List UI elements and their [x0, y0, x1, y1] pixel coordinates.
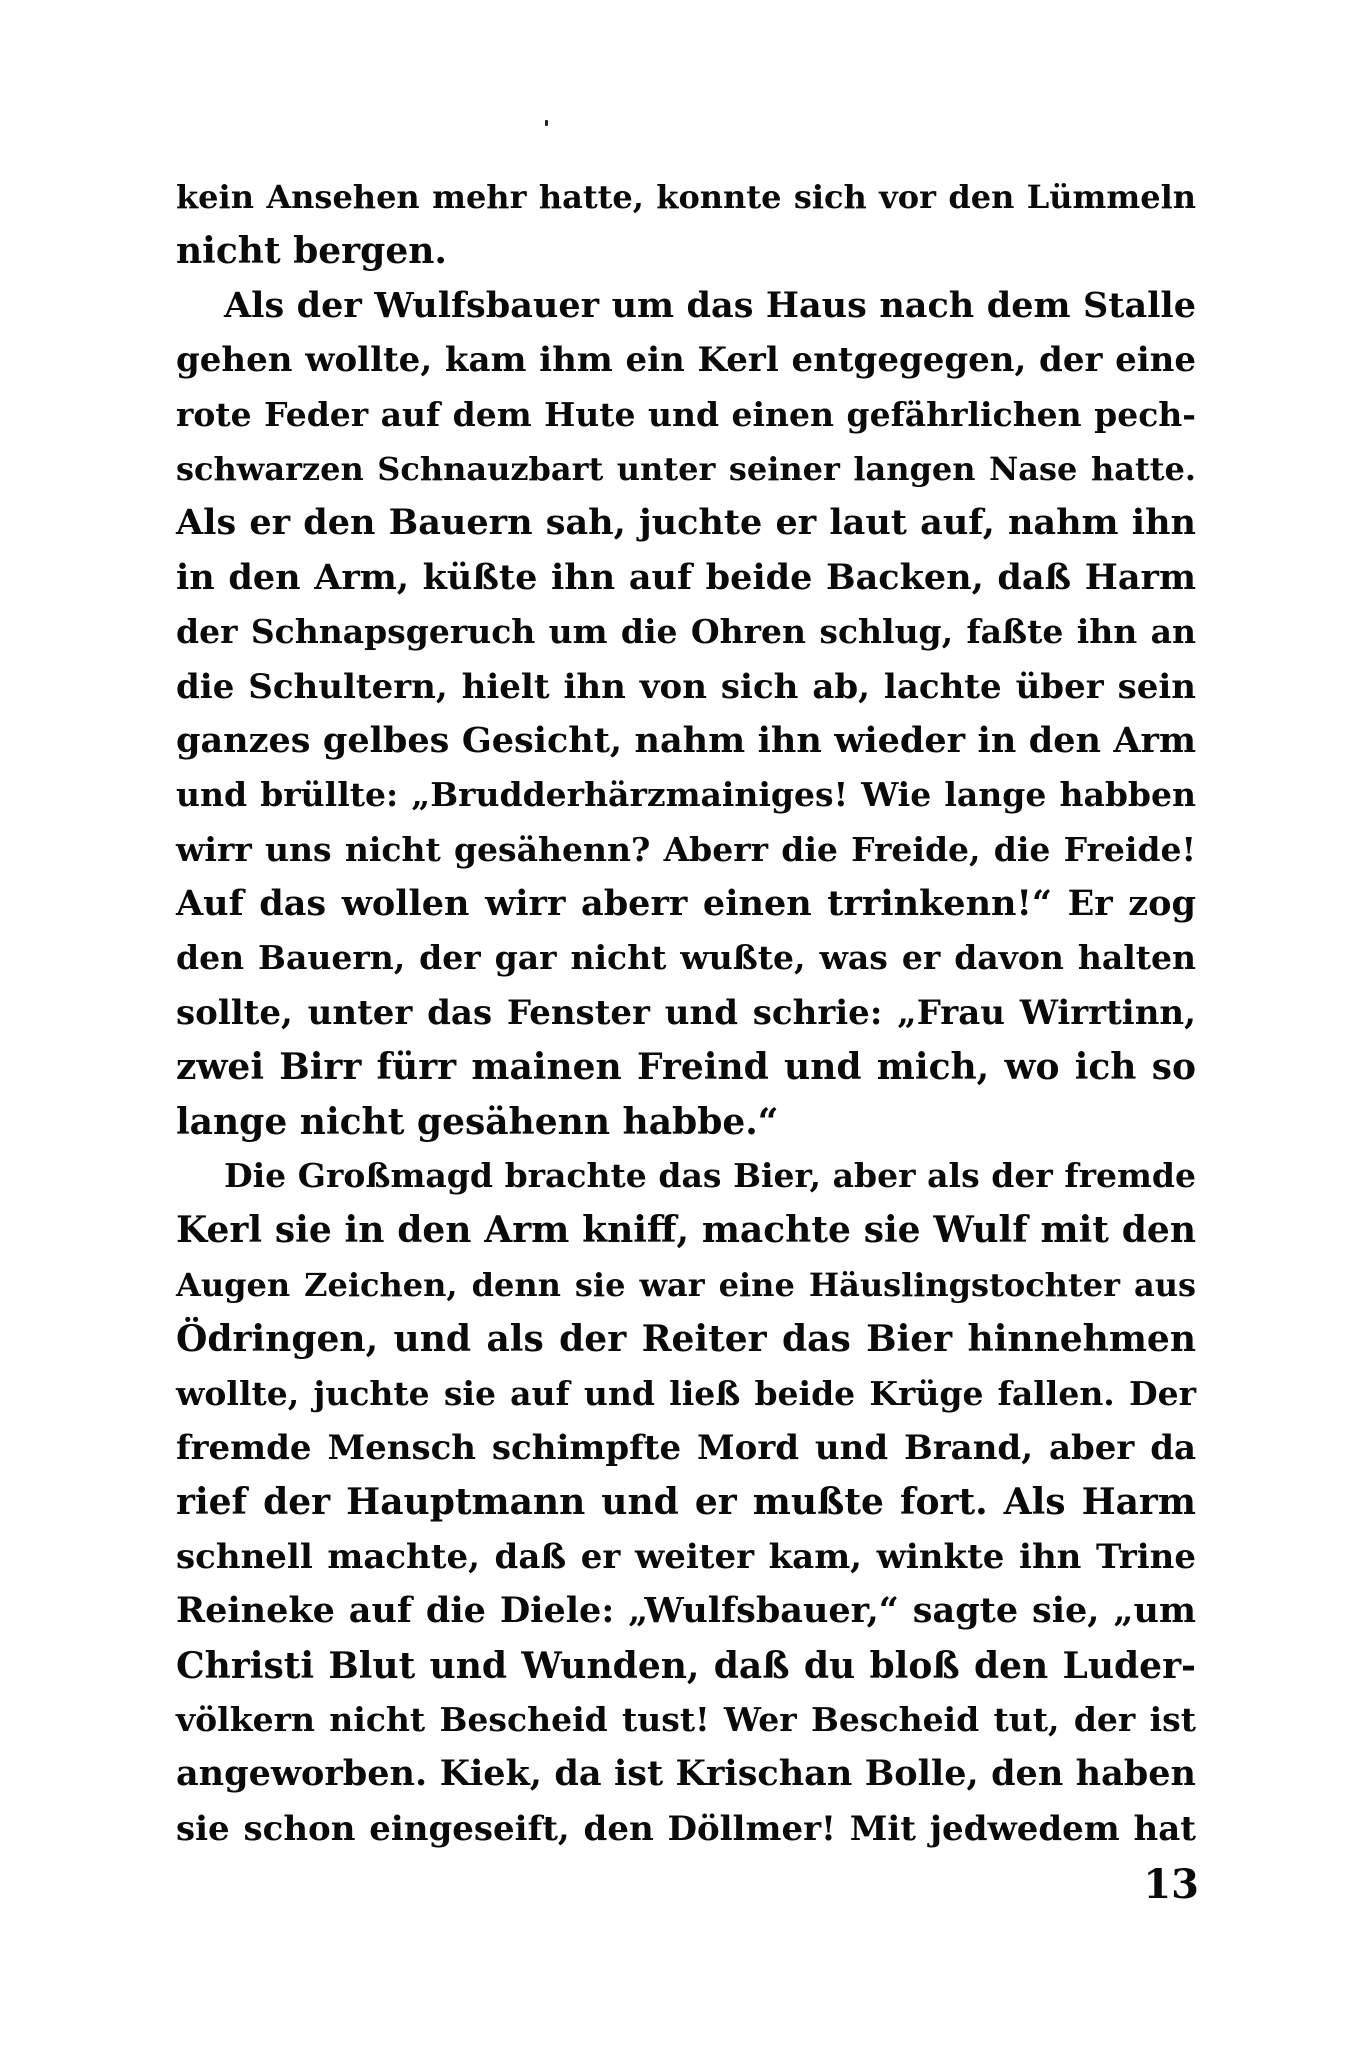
text-line: fremde Mensch schimpfte Mord und Brand, aber da [176, 1427, 1196, 1468]
text-line: nicht bergen. [176, 230, 447, 273]
text-line: Kerl sie in den Arm kniff, machte sie Wulf mit den [176, 1209, 1196, 1252]
text-line: zwei Birr fürr mainen Freind und mich, wo ich so [176, 1046, 1196, 1089]
page-number: 13 [1143, 1861, 1199, 1908]
text-line: Reineke auf die Diele: „Wulfsbauer,“ sagte sie, „um [176, 1590, 1196, 1632]
text-line: wollte, juchte sie auf und ließ beide Krüge fallen. Der [176, 1373, 1196, 1413]
text-line: kein Ansehen mehr hatte, konnte sich vor den Lümmeln [176, 178, 1196, 216]
text-line: und brüllte: „Brudderhärzmainiges! Wie lange habben [176, 775, 1196, 815]
text-line: rief der Hauptmann und er mußte fort. Als Harm [176, 1481, 1196, 1524]
text-line: wirr uns nicht gesähenn? Aberr die Freide, die Freide! [176, 829, 1196, 869]
text-line: sie schon eingeseift, den Döllmer! Mit jedwedem hat [176, 1808, 1196, 1849]
text-line: völkern nicht Bescheid tust! Wer Bescheid tut, der ist [176, 1699, 1196, 1739]
text-line: ganzes gelbes Gesicht, nahm ihn wieder in den Arm [176, 719, 1196, 761]
text-line: die Schultern, hielt ihn von sich ab, lachte über sein [176, 666, 1196, 707]
text-line: gehen wollte, kam ihm ein Kerl entgegegen, der eine [176, 340, 1196, 381]
text-line: schnell machte, daß er weiter kam, winkte ihn Trine [176, 1536, 1196, 1577]
text-line: Christi Blut und Wunden, daß du bloß den Luder- [176, 1644, 1196, 1687]
print-speck [545, 120, 548, 126]
text-line: Augen Zeichen, denn sie war eine Häuslingstochter aus [176, 1265, 1196, 1304]
text-line: Als er den Bauern sah, juchte er laut auf, nahm ihn [176, 502, 1196, 544]
text-line: rote Feder auf dem Hute und einen gefährlichen pech- [176, 394, 1196, 434]
text-line: sollte, unter das Fenster und schrie: „Frau Wirrtinn, [176, 992, 1196, 1033]
text-line: in den Arm, küßte ihn auf beide Backen, daß Harm [176, 556, 1196, 598]
text-line: den Bauern, der gar nicht wußte, was er davon halten [176, 938, 1196, 978]
text-line: angeworben. Kiek, da ist Krischan Bolle, den haben [176, 1753, 1196, 1795]
text-line: Als der Wulfsbauer um das Haus nach dem Stalle [224, 284, 1196, 326]
text-line: der Schnapsgeruch um die Ohren schlug, faßte ihn an [176, 612, 1196, 652]
text-line: Auf das wollen wirr aberr einen trrinkenn!“ Er zog [176, 883, 1196, 925]
text-line: Ödringen, und als der Reiter das Bier hinnehmen [176, 1318, 1196, 1361]
body-text [176, 170, 1196, 1856]
text-line: schwarzen Schnauzbart unter seiner langen Nase hatte. [176, 449, 1196, 488]
text-line: lange nicht gesähenn habbe.“ [176, 1100, 779, 1143]
text-line: Die Großmagd brachte das Bier, aber als der fremde [224, 1156, 1196, 1196]
